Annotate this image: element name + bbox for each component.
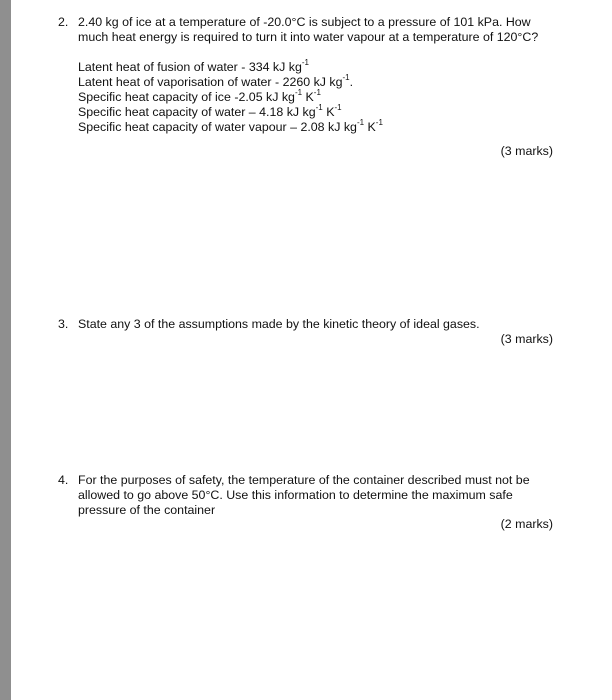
question-4-marks: (2 marks) (500, 517, 553, 531)
question-3 (58, 317, 558, 332)
document-page (11, 0, 612, 700)
constant-shc-ice: Specific heat capacity of ice -2.05 kJ $kg^{-1}$ $K^{-1}$ (78, 87, 321, 104)
left-edge-bar (0, 0, 11, 700)
question-number: 3. (58, 317, 69, 331)
constant-shc-water-vapour: Specific heat capacity of water vapour – 2.08 kJ $kg^{-1}$ $K^{-1}$ (78, 117, 383, 134)
question-2-marks: (3 marks) (500, 144, 553, 158)
question-number: 4. (58, 473, 69, 487)
question-text: State any 3 of the assumptions made by the kinetic theory of ideal gases. (78, 317, 480, 331)
constant-shc-water: Specific heat capacity of water – 4.18 kJ $kg^{-1}$ $K^{-1}$ (78, 102, 342, 119)
question-text: 2.40 kg of ice at a temperature of -20.0°C is subject to a pressure of 101 kPa. How much heat energy is required to turn it into water vapour at a temperature of 120°C? (78, 15, 539, 44)
question-number: 2. (58, 15, 69, 29)
question-4 (58, 473, 558, 518)
constants-list (78, 57, 558, 135)
question-2 (58, 15, 558, 135)
constant-latent-heat-fusion: Latent heat of fusion of water - 334 kJ $kg^{-1}$ (78, 57, 309, 74)
question-text: For the purposes of safety, the temperature of the container described must not be allowed to go above 50°C. Use this information to determine the maximum safe pressure of the container (78, 473, 530, 517)
question-3-marks: (3 marks) (500, 332, 553, 346)
constant-latent-heat-vaporisation: Latent heat of vaporisation of water - 2260 kJ $kg^{-1}$. (78, 72, 354, 89)
